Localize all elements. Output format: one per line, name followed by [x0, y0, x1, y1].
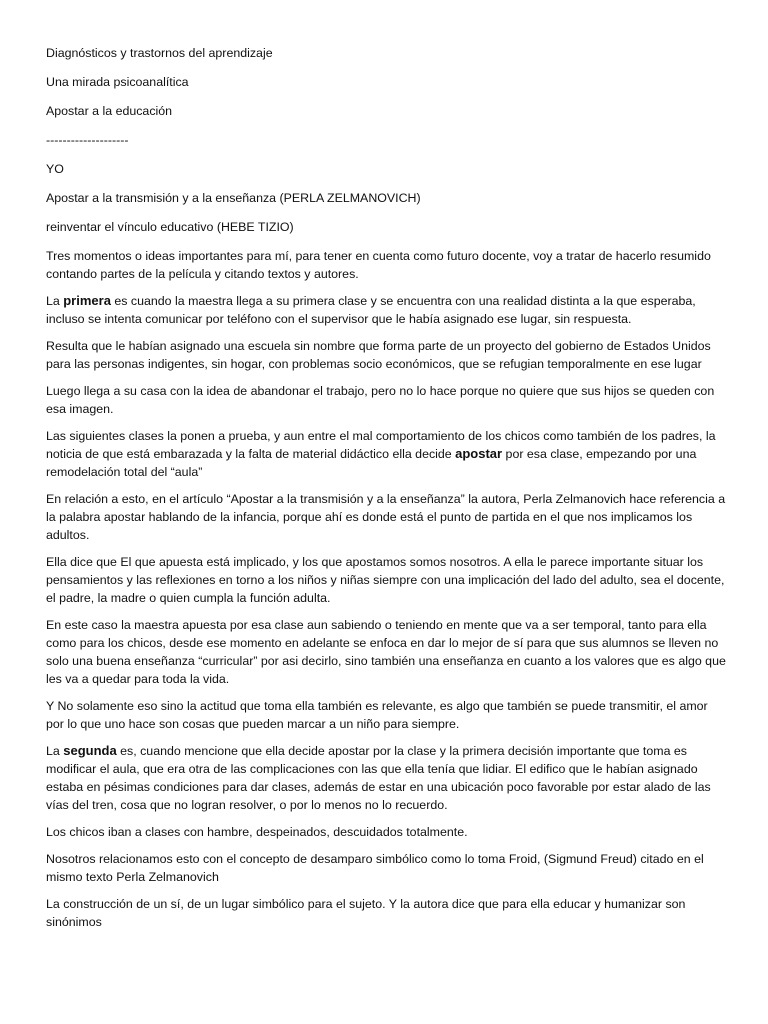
paragraph-primera [46, 292, 728, 328]
paragraph-casa: Luego llega a su casa con la idea de abandonar el trabajo, pero no lo hace porque no quiere que sus hijos se queden con esa imagen. [46, 384, 715, 416]
paragraph-intro: Tres momentos o ideas importantes para mí, para tener en cuenta como futuro docente, voy a tratar de hacerlo resumido contando partes de la película y citando textos y autores. [46, 249, 711, 281]
paragraph-escuela: Resulta que le habían asignado una escuela sin nombre que forma parte de un proyecto del gobierno de Estados Unidos para las personas indigentes, sin hogar, con problemas socio económicos, que se refugian temporalmente en ese lugar [46, 339, 711, 371]
paragraph-siguientes-pre: Las siguientes clases la ponen a prueba, y aun entre el mal comportamiento de los chicos como también de los padres, la noticia de que está embarazada y la falta de material didáctico ella decide [46, 429, 716, 461]
reference-tizio: reinventar el vínculo educativo (HEBE TIZIO) [46, 220, 294, 234]
paragraph-siguientes-clases [46, 427, 728, 481]
paragraph-actitud: Y No solamente eso sino la actitud que toma ella también es relevante, es algo que también se puede transmitir, el amor por lo que uno hace son cosas que pueden marcar a un niño para siempre. [46, 699, 708, 731]
paragraph-chicos: Los chicos iban a clases con hambre, despeinados, descuidados totalmente. [46, 825, 468, 839]
paragraph-segunda-post: es, cuando mencione que ella decide apostar por la clase y la primera decisión importante que toma es modificar el aula, que era otra de las complicaciones con las que ella tenía que lidiar. El edifico que le habían asignado estaba en pésimas condiciones para dar clases, además de estar en una ubicación poco favorable por estar alado de las vías del tren, cosa que no logran resolver, o por lo menos no lo recuerdo. [46, 744, 711, 812]
paragraph-primera-post: es cuando la maestra llega a su primera clase y se encuentra con una realidad distinta a la que esperaba, incluso se intenta comunicar por teléfono con el supervisor que le había asignado ese lugar, sin respuesta. [46, 294, 696, 326]
author-label: YO [46, 162, 64, 176]
reference-zelmanovich: Apostar a la transmisión y a la enseñanza (PERLA ZELMANOVICH) [46, 191, 421, 205]
document-subtitle: Una mirada psicoanalítica [46, 75, 189, 89]
keyword-apostar: apostar [455, 446, 503, 461]
section-title: Apostar a la educación [46, 104, 173, 118]
document-title: Diagnósticos y trastornos del aprendizaje [46, 46, 273, 60]
separator-line: -------------------- [46, 133, 129, 147]
paragraph-siguientes-post: por esa clase, empezando por una remodelación total del “aula” [46, 447, 697, 479]
paragraph-maestra-apuesta: En este caso la maestra apuesta por esa clase aun sabiendo o teniendo en mente que va a ser temporal, tanto para ella como para los chicos, desde ese momento en adelante se enfoca en dar lo mejor de sí para que sus alumnos se lleven no solo una buena enseñanza “curricular” por asi decirlo, sino también una enseñanza en cuanto a los valores que es algo que les va a quedar para toda la vida. [46, 618, 726, 686]
keyword-primera: primera [63, 293, 111, 308]
paragraph-implicado: Ella dice que El que apuesta está implicado, y los que apostamos somos nosotros. A ella le parece importante situar los pensamientos y las reflexiones en torno a los niños y niñas siempre con una implicación del lado del adulto, sea el docente, el padre, la madre o quien cumpla la función adulta. [46, 555, 725, 605]
paragraph-segunda-pre: La [46, 744, 64, 758]
paragraph-articulo: En relación a esto, en el artículo “Apostar a la transmisión y a la enseñanza” la autora, Perla Zelmanovich hace referencia a la palabra apostar hablando de la infancia, porque ahí es donde está el punto de partida en el que nos implicamos los adultos. [46, 492, 726, 542]
paragraph-segunda [46, 742, 728, 814]
paragraph-primera-pre: La [46, 294, 64, 308]
paragraph-desamparo: Nosotros relacionamos esto con el concepto de desamparo simbólico como lo toma Froid, (Sigmund Freud) citado en el mismo texto Perla Zelmanovich [46, 852, 704, 884]
keyword-segunda: segunda [63, 743, 117, 758]
paragraph-construccion: La construcción de un sí, de un lugar simbólico para el sujeto. Y la autora dice que para ella educar y humanizar son sinónimos [46, 897, 686, 929]
